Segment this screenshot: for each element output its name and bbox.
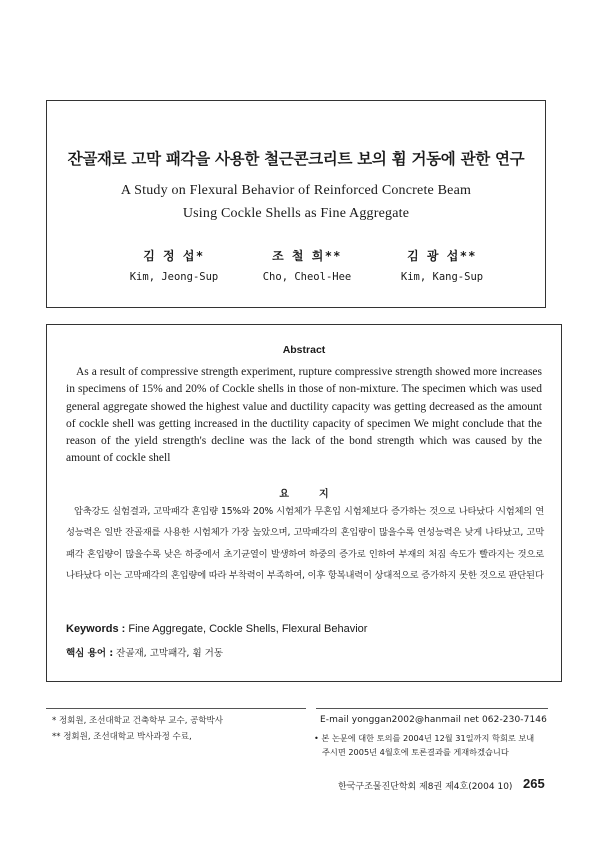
keywords-korean-label: 핵심 용어 : [66,648,114,659]
journal-citation: 한국구조물진단학회 제8권 제4호(2004 10) [338,782,513,792]
author-2-english: Cho, Cheol-Hee [262,271,352,283]
footnote-author-2: ** 정회원, 조선대학교 박사과정 수료, [52,732,192,742]
abstract-box [46,324,562,682]
title-box [46,100,546,308]
corresponding-email: E-mail yonggan2002@hanmail net 062-230-7146 [320,715,547,725]
author-2-korean: 조 철 희** [272,249,342,263]
keywords-korean-text: 잔골재, 고막패각, 휨 거동 [116,648,224,659]
title-english-line2: Using Cockle Shells as Fine Aggregate [182,206,410,221]
title-korean: 잔골재로 고막 패각을 사용한 철근콘크리트 보의 휨 거동에 관한 연구 [67,150,525,168]
keywords-text: Fine Aggregate, Cockle Shells, Flexural Behavior [128,623,368,635]
keywords-korean [66,645,223,659]
summary-korean-text: 압축강도 실험결과, 고막패각 혼입량 15%와 20% 시험체가 무혼입 시험체보다 증가하는 것으로 나타났다 시험체의 연성능력은 일반 잔골재를 사용한 시험체가 가장 높았으며, 고막패각의 혼입량이 많을수록 연성능력은 낮게 나타났고, 고막패각 혼입량이 많을수록 낮은 하중에서 초기균열이 발생하여 하중의 증가로 인하여 부재의 처짐 속도가 빨라지는 것으로 나타났다 이는 고막패각의 혼입량에 따라 부착력이 부족하여, 이후 항복내력이 상대적으로 증가하지 못한 것으로 판단된다 [66,506,544,581]
discussion-notice [314,731,554,759]
title-english-line1: A Study on Flexural Behavior of Reinforced Concrete Beam [120,183,472,198]
author-3-korean: 김 광 섭** [407,249,477,263]
author-3 [367,247,517,283]
author-3-english: Kim, Kang-Sup [400,271,484,283]
author-1 [99,247,249,283]
footnote-divider-left [46,708,306,709]
page-number: 265 [523,776,545,791]
author-1-korean: 김 정 섭* [143,249,205,263]
keywords [66,623,367,635]
footnote-divider-right [316,708,548,709]
footnote-author-1: * 정회원, 조선대학교 건축학부 교수, 공학박사 [52,716,223,726]
author-1-english: Kim, Jeong-Sup [129,271,219,283]
abstract-text: As a result of compressive strength experiment, rupture compressive strength showed more increases in specimens of 15% and 20% of Cockle shells in those of non-mixture. The specimen which was used general aggregate showed the highest value and ductility capacity was getting decreased as the amount of cockle shell was getting increased in the ductility capacity of specimen We might conclude that the reason of the yield strength's decline was the lack of the bond strength which was caused by the amount of cockle shell [66,366,542,465]
discussion-notice-line2: 주시면 2005년 4월호에 토론결과를 게재하겠습니다 [322,747,509,757]
keywords-label: Keywords : [66,623,126,635]
abstract-heading: Abstract [282,344,326,356]
summary-korean-heading: 요지 [279,489,359,500]
author-2 [232,247,382,283]
discussion-notice-line1: • 본 논문에 대한 토의를 2004년 12월 31일까지 학회로 보내 [314,733,535,743]
